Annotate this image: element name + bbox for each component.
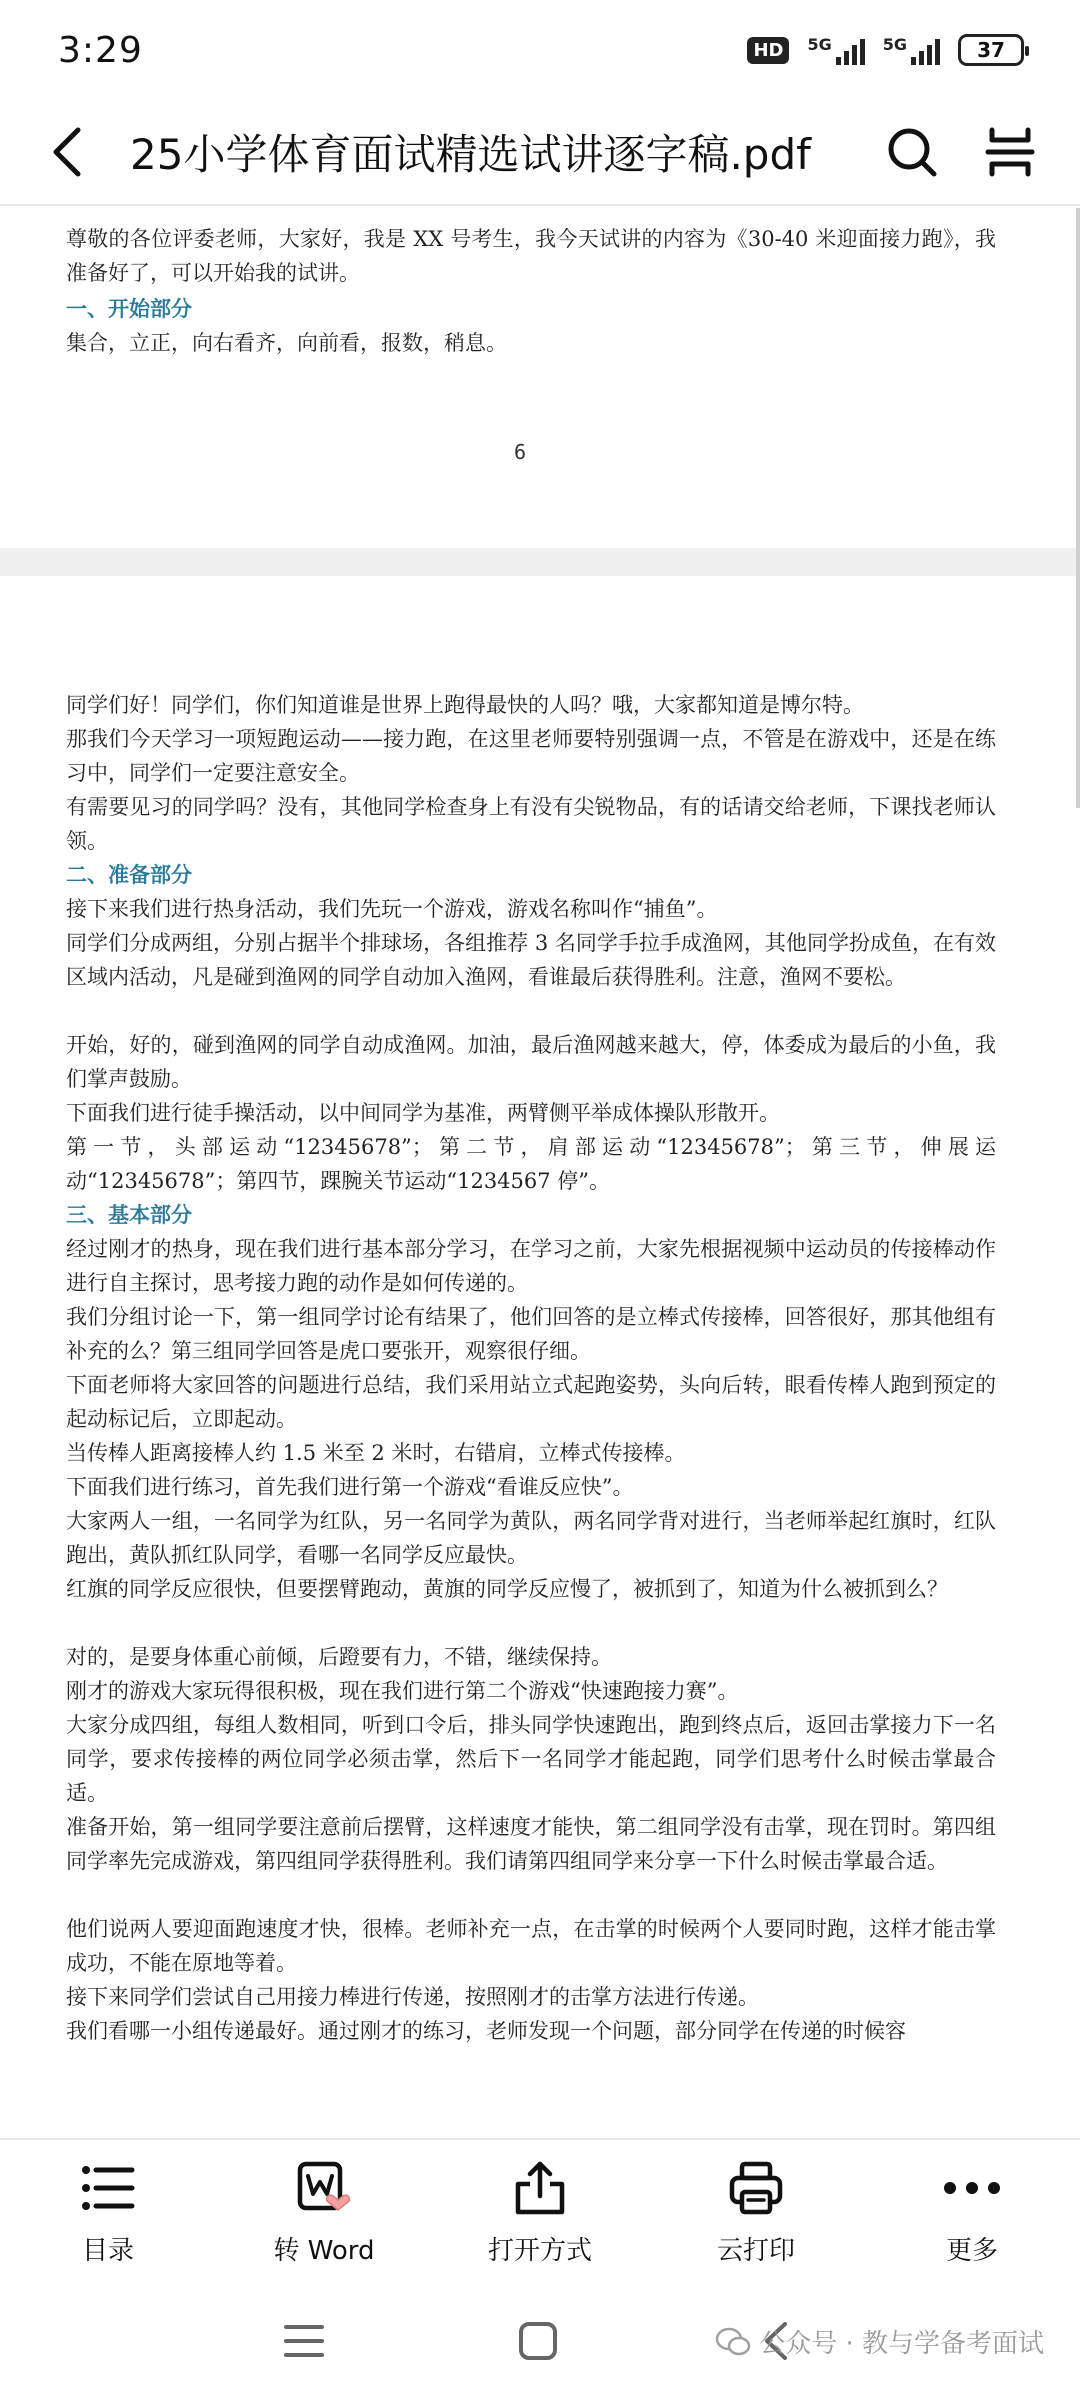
chevron-left-icon <box>52 126 82 178</box>
status-bar <box>0 0 1080 100</box>
printer-icon <box>724 2156 788 2220</box>
search-button[interactable] <box>872 112 952 192</box>
paragraph: 第一节，头部运动“12345678”；第二节，肩部运动“12345678”；第三节，伸展运动“12345678”；第四节，踝腕关节运动“1234567 停”。 <box>66 1135 996 1193</box>
paragraph: 对的，是要身体重心前倾，后蹬要有力，不错，继续保持。 <box>66 1645 612 1669</box>
cloud-print-button[interactable] <box>648 2140 864 2283</box>
toc-label: 目录 <box>81 2236 134 2266</box>
square-home-icon <box>518 2321 558 2361</box>
back-button[interactable] <box>52 112 112 192</box>
recent-apps-button[interactable] <box>274 2311 334 2371</box>
paragraph: 集合，立正，向右看齐，向前看，报数，稍息。 <box>66 331 507 355</box>
more-button[interactable] <box>864 2140 1080 2283</box>
paragraph: 接下来同学们尝试自己用接力棒进行传递，按照刚才的击掌方法进行传递。 <box>66 1985 759 2009</box>
fit-page-button[interactable] <box>970 112 1050 192</box>
open-with-button[interactable] <box>432 2140 648 2283</box>
paragraph: 下面我们进行练习，首先我们进行第一个游戏“看谁反应快”。 <box>66 1475 634 1499</box>
battery-icon <box>958 34 1024 66</box>
paragraph: 准备开始，第一组同学要注意前后摆臂，这样速度才能快，第二组同学没有击掌，现在罚时。第四组同学率先完成游戏，第四组同学获得胜利。我们请第四组同学来分享一下什么时候击掌最合适。 <box>66 1815 996 1873</box>
open-with-label: 打开方式 <box>487 2236 592 2266</box>
paragraph: 尊敬的各位评委老师，大家好，我是 XX 号考生，我今天试讲的内容为《30-40 米迎面接力跑》，我准备好了，可以开始我的试讲。 <box>66 227 996 285</box>
paragraph: 他们说两人要迎面跑速度才快，很棒。老师补充一点，在击掌的时候两个人要同时跑，这样才能击掌成功，不能在原地等着。 <box>66 1917 996 1975</box>
paragraph: 接下来我们进行热身活动，我们先玩一个游戏，游戏名称叫作“捕鱼”。 <box>66 897 718 921</box>
pdf-page-6 <box>0 208 1076 548</box>
paragraph: 大家两人一组，一名同学为红队，另一名同学为黄队，两名同学背对进行，当老师举起红旗时，红队跑出，黄队抓红队同学，看哪一名同学反应最快。 <box>66 1509 996 1567</box>
signal-bars-icon <box>836 35 865 65</box>
list-icon <box>76 2156 140 2220</box>
more-dots-icon <box>940 2156 1004 2220</box>
signal-1 <box>807 35 864 65</box>
paragraph: 下面老师将大家回答的问题进行总结，我们采用站立式起跑姿势，头向后转，眼看传棒人跑到预定的起动标记后，立即起动。 <box>66 1373 996 1431</box>
battery-level: 37 <box>977 38 1005 62</box>
paragraph: 我们看哪一小组传递最好。通过刚才的练习，老师发现一个问题，部分同学在传递的时候容 <box>66 2019 906 2043</box>
search-icon <box>886 126 938 178</box>
fit-page-icon <box>984 126 1036 178</box>
paragraph: 同学们好！同学们，你们知道谁是世界上跑得最快的人吗？哦，大家都知道是博尔特。 <box>66 693 864 717</box>
word-doc-icon <box>292 2156 356 2220</box>
paragraph: 大家分成四组，每组人数相同，听到口令后，排头同学快速跑出，跑到终点后，返回击掌接力下一名同学，要求传接棒的两位同学必须击掌，然后下一名同学才能起跑，同学们思考什么时候击掌最合适。 <box>66 1713 996 1805</box>
paragraph: 红旗的同学反应很快，但要摆臂跑动，黄旗的同学反应慢了，被抓到了，知道为什么被抓到么？ <box>66 1577 948 1601</box>
page-separator <box>0 548 1076 576</box>
signal-2 <box>883 35 940 65</box>
hd-badge: HD <box>747 37 789 64</box>
network-label-2: 5G <box>882 35 907 54</box>
share-upload-icon <box>508 2156 572 2220</box>
toc-button[interactable] <box>0 2140 216 2283</box>
more-label: 更多 <box>945 2236 998 2266</box>
system-nav-bar <box>0 2283 1080 2401</box>
paragraph: 那我们今天学习一项短跑运动——接力跑，在这里老师要特别强调一点，不管是在游戏中，还是在练习中，同学们一定要注意安全。 <box>66 727 996 785</box>
watermark-text: 公众号 · 教与学备考面试 <box>759 2329 1044 2359</box>
section-heading: 一、开始部分 <box>66 296 192 321</box>
paragraph: 有需要见习的同学吗？没有，其他同学检查身上有没有尖锐物品，有的话请交给老师，下课找老师认领。 <box>66 795 996 853</box>
status-indicators <box>747 34 1024 66</box>
status-time: 3:29 <box>58 29 143 71</box>
menu-lines-icon <box>284 2323 324 2359</box>
paragraph: 当传棒人距离接棒人约 1.5 米至 2 米时，右错肩，立棒式传接棒。 <box>66 1441 686 1465</box>
section-heading: 三、基本部分 <box>66 1202 192 1227</box>
paragraph: 下面我们进行徒手操活动，以中间同学为基准，两臂侧平举成体操队形散开。 <box>66 1101 780 1125</box>
bottom-toolbar <box>0 2138 1080 2283</box>
paragraph: 我们分组讨论一下，第一组同学讨论有结果了，他们回答的是立棒式传接棒，回答很好，那其他组有补充的么？第三组同学回答是虎口要张开，观察很仔细。 <box>66 1305 996 1363</box>
wechat-icon <box>715 2326 751 2358</box>
watermark <box>715 2323 1044 2360</box>
convert-to-word-button[interactable] <box>216 2140 432 2283</box>
page-number: 6 <box>513 440 527 464</box>
section-heading: 二、准备部分 <box>66 862 192 887</box>
paragraph: 刚才的游戏大家玩得很积极，现在我们进行第二个游戏“快速跑接力赛”。 <box>66 1679 739 1703</box>
to-word-label: 转 Word <box>273 2236 375 2266</box>
paragraph: 经过刚才的热身，现在我们进行基本部分学习，在学习之前，大家先根据视频中运动员的传接棒动作进行自主探讨，思考接力跑的动作是如何传递的。 <box>66 1237 996 1295</box>
home-button[interactable] <box>508 2311 568 2371</box>
paragraph: 同学们分成两组，分别占据半个排球场，各组推荐 3 名同学手拉手成渔网，其他同学扮成鱼，在有效区域内活动，凡是碰到渔网的同学自动加入渔网，看谁最后获得胜利。注意，渔网不要松。 <box>66 931 996 989</box>
paragraph: 开始，好的，碰到渔网的同学自动成渔网。加油，最后渔网越来越大，停，体委成为最后的小鱼，我们掌声鼓励。 <box>66 1033 996 1091</box>
title-bar <box>0 100 1080 206</box>
signal-bars-icon <box>911 35 940 65</box>
pdf-viewer[interactable] <box>0 208 1080 2138</box>
pdf-page-7 <box>0 576 1076 2138</box>
network-label-1: 5G <box>807 35 832 54</box>
scrollbar[interactable] <box>1076 208 1080 808</box>
document-title: 25小学体育面试精选试讲逐字稿.pdf <box>130 130 811 179</box>
cloud-print-label: 云打印 <box>716 2236 795 2266</box>
